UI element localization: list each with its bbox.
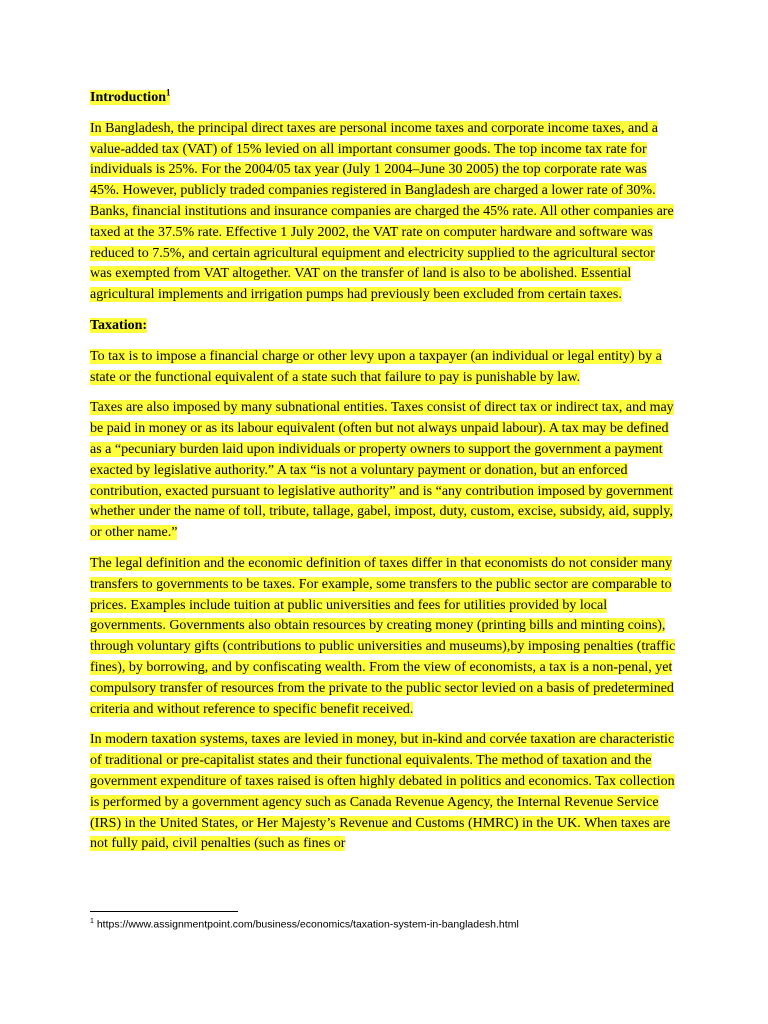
- footnote-reference[interactable]: 1: [165, 87, 171, 98]
- taxation-paragraph-4: [90, 730, 678, 855]
- document-page: [90, 88, 678, 865]
- footnote: [90, 915, 690, 932]
- footnote-link[interactable]: https://www.assignmentpoint.com/business/economics/taxation-system-in-bangladesh.html: [96, 918, 519, 931]
- taxation-heading: [90, 316, 678, 337]
- intro-heading: [90, 88, 678, 109]
- paragraph-text: To tax is to impose a financial charge or other levy upon a taxpayer (an individual or legal entity) by a state or the functional equivalent of a state such that failure to pay is punishable by law.: [90, 348, 662, 385]
- paragraph-text: The legal definition and the economic definition of taxes differ in that economists do not consider many transfers to governments to be taxes. For example, some transfers to the public sector are comparable to prices. Examples include tuition at public universities and fees for utilities provided by local governments. Governments also obtain resources by creating money (printing bills and minting coins), through voluntary gifts (contributions to public universities and museums),by imposing penalties (traffic fines), by borrowing, and by confiscating wealth. From the view of economists, a tax is a non-penal, yet compulsory transfer of resources from the private to the public sector levied on a basis of predetermined criteria and without reference to specific benefit received.: [90, 555, 676, 717]
- taxation-paragraph-2: [90, 398, 678, 544]
- intro-paragraph-text: In Bangladesh, the principal direct taxes are personal income taxes and corporate income taxes, and a value-added tax (VAT) of 15% levied on all important consumer goods. The top income tax rate for individuals is 25%. For the 2004/05 tax year (July 1 2004–June 30 2005) the top corporate rate was 45%. However, publicly traded companies registered in Bangladesh are charged a lower rate of 30%. Banks, financial institutions and insurance companies are charged the 45% rate. All other companies are taxed at the 37.5% rate. Effective 1 July 2002, the VAT rate on computer hardware and software was reduced to 7.5%, and certain agricultural equipment and electricity supplied to the agricultural sector was exempted from VAT altogether. VAT on the transfer of land is also to be abolished. Essential agricultural implements and irrigation pumps had previously been excluded from certain taxes.: [90, 120, 674, 303]
- taxation-heading-text: Taxation:: [90, 317, 148, 333]
- taxation-paragraph-1: [90, 347, 678, 389]
- footnote-mark: 1: [90, 918, 94, 925]
- paragraph-text: In modern taxation systems, taxes are levied in money, but in-kind and corvée taxation are characteristic of traditional or pre-capitalist states and their functional equivalents. The method of taxation and the government expenditure of taxes raised is often highly debated in politics and economics. Tax collection is performed by a government agency such as Canada Revenue Agency, the Internal Revenue Service (IRS) in the United States, or Her Majesty’s Revenue and Customs (HMRC) in the UK. When taxes are not fully paid, civil penalties (such as fines or: [90, 732, 675, 852]
- intro-paragraph: [90, 119, 678, 306]
- intro-heading-text: Introduction: [90, 90, 166, 105]
- taxation-paragraph-3: [90, 554, 678, 720]
- footnote-separator: [90, 911, 238, 912]
- paragraph-text: Taxes are also imposed by many subnational entities. Taxes consist of direct tax or indirect tax, and may be paid in money or as its labour equivalent (often but not always unpaid labour). A tax may be defined as a “pecuniary burden laid upon individuals or property owners to support the government a payment exacted by legislative authority.” A tax “is not a voluntary payment or donation, but an enforced contribution, exacted pursuant to legislative authority” and is “any contribution imposed by government whether under the name of toll, tribute, tallage, gabel, impost, duty, custom, excise, subsidy, aid, supply, or other name.”: [90, 400, 674, 541]
